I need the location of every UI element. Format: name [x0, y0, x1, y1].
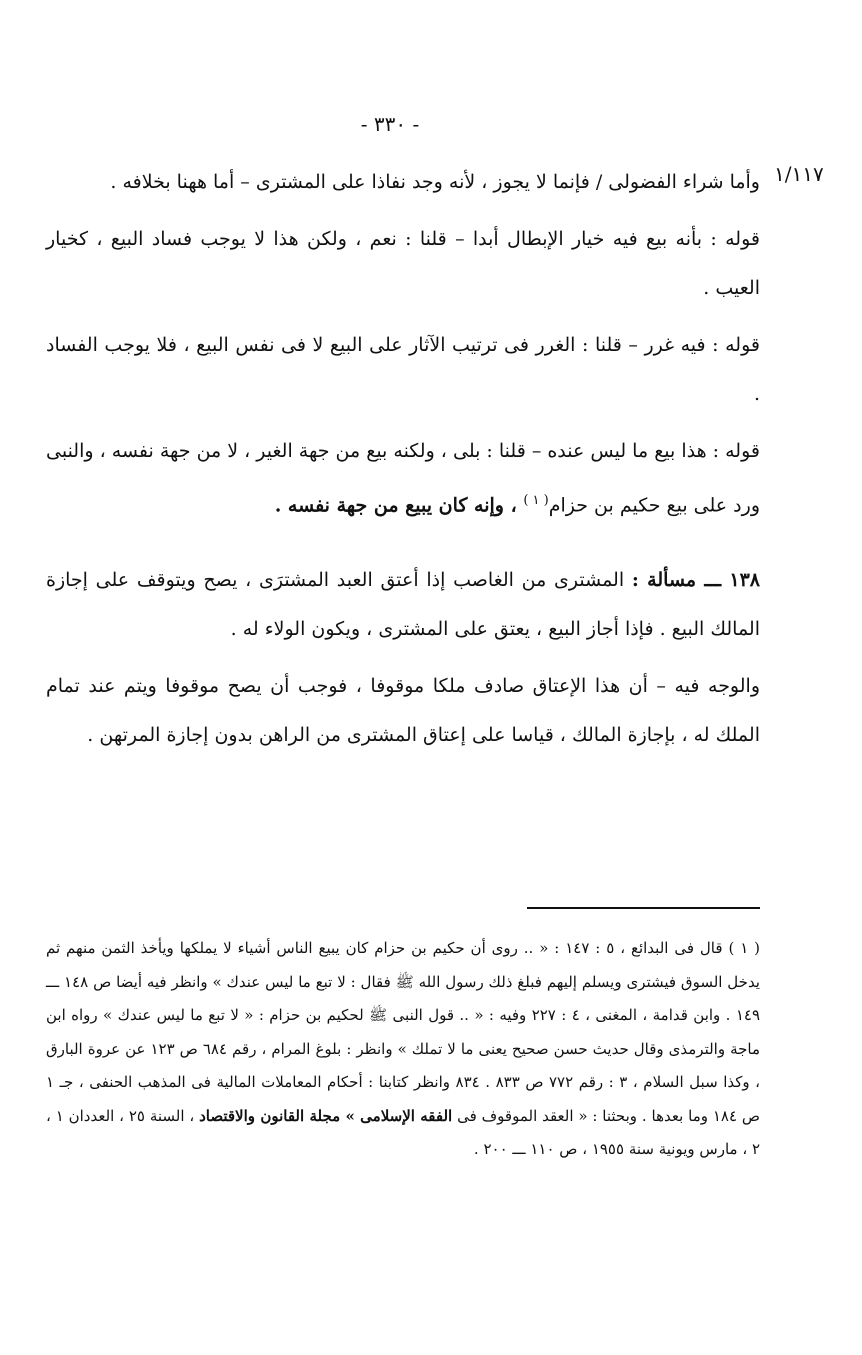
footnote-1-tail: ، السنة ٢٥ ، العددان ١ ، ٢ ، مارس ويونية سنة ١٩٥٥ ، ص ١١٠ ـــ ٢٠٠ .	[46, 1106, 760, 1158]
footnote-1	[46, 932, 760, 1167]
footnotes	[46, 932, 760, 1167]
paragraph-bay-text: قوله : هذا بيع ما ليس عنده – قلنا : بلى ، ولكنه بيع من جهة الغير ، لا من جهة نفسه ، والنبى ورد على بيع حكيم بن حزام	[46, 440, 760, 517]
paragraph-wajh: والوجه فيه – أن هذا الإعتاق صادف ملكا موقوفا ، فوجب أن يصح موقوفا ويتم عند تمام الملك له ، بإجازة المالك ، قياسا على إعتاق المشترى من الراهن بدون إجازة المرتهن .	[46, 675, 760, 747]
paragraph-fuduli: وأما شراء الفضولى / فإنما لا يجوز ، لأنه وجد نفاذا على المشترى – أما ههنا بخلافه .	[110, 171, 760, 193]
masala-heading: ١٣٨ ـــ مسألة :	[631, 569, 760, 592]
main-text	[46, 158, 760, 760]
paragraph-bay-ma-laysa-indahu	[46, 427, 760, 530]
footnote-1-source: الفقه الإسلامى » مجلة القانون والاقتصاد	[199, 1106, 453, 1125]
margin-reference: ١/١١٧	[774, 162, 824, 186]
masala-text: المشترى من الغاصب إذا أعتق العبد المشترَى ، يصح ويتوقف على إجازة المالك البيع . فإذا أجاز البيع ، يعتق على المشترى ، ويكون الولاء له .	[46, 569, 760, 641]
paragraph-khiyar: قوله : بأنه بيع فيه خيار الإبطال أبدا – قلنا : نعم ، ولكن هذا لا يوجب فساد البيع ، كخيار العيب .	[46, 228, 760, 299]
page-number: - ٣٣٠ -	[360, 112, 420, 136]
footnote-1-text: ( ١ ) قال فى البدائع ، ٥ : ١٤٧ : « .. روى أن حكيم بن حزام كان يبيع الناس أشياء لا يملكها ويأخذ الثمن منهم ثم يدخل السوق فيشترى ويسلم إليهم فبلغ ذلك رسول الله ﷺ فقال : لا تبع ما ليس عندك » وانظر فيه أيضا ص ١٤٨ ـــ ١٤٩ . وابن قدامة ، المغنى ، ٤ : ٢٢٧ وفيه : « .. قول النبى ﷺ لحكيم بن حزام : « لا تبع ما ليس عندك » رواه ابن ماجة والترمذى وقال حديث حسن صحيح يعنى ما لا تملك » وانظر : بلوغ المرام ، رقم ٦٨٤ ص ١٢٣ عن عروة البارق ، وكذا سبل السلام ، ٣ : رقم ٧٧٢ ص ٨٣٣ . ٨٣٤ وانظر كتابنا : أحكام المعاملات المالية فى المذهب الحنفى ، جـ ١ ص ١٨٤ وما بعدها . وبحثنا : « العقد الموقوف فى	[46, 939, 761, 1125]
footnote-divider	[527, 907, 760, 909]
footnote-reference: ( ١ )	[523, 493, 549, 508]
paragraph-masala-138	[46, 556, 760, 654]
paragraph-bay-text-end: ، وإنه كان يبيع من جهة نفسه .	[274, 494, 524, 517]
paragraph-gharar: قوله : فيه غرر – قلنا : الغرر فى ترتيب الآثار على البيع لا فى نفس البيع ، فلا يوجب الفساد .	[46, 334, 760, 405]
